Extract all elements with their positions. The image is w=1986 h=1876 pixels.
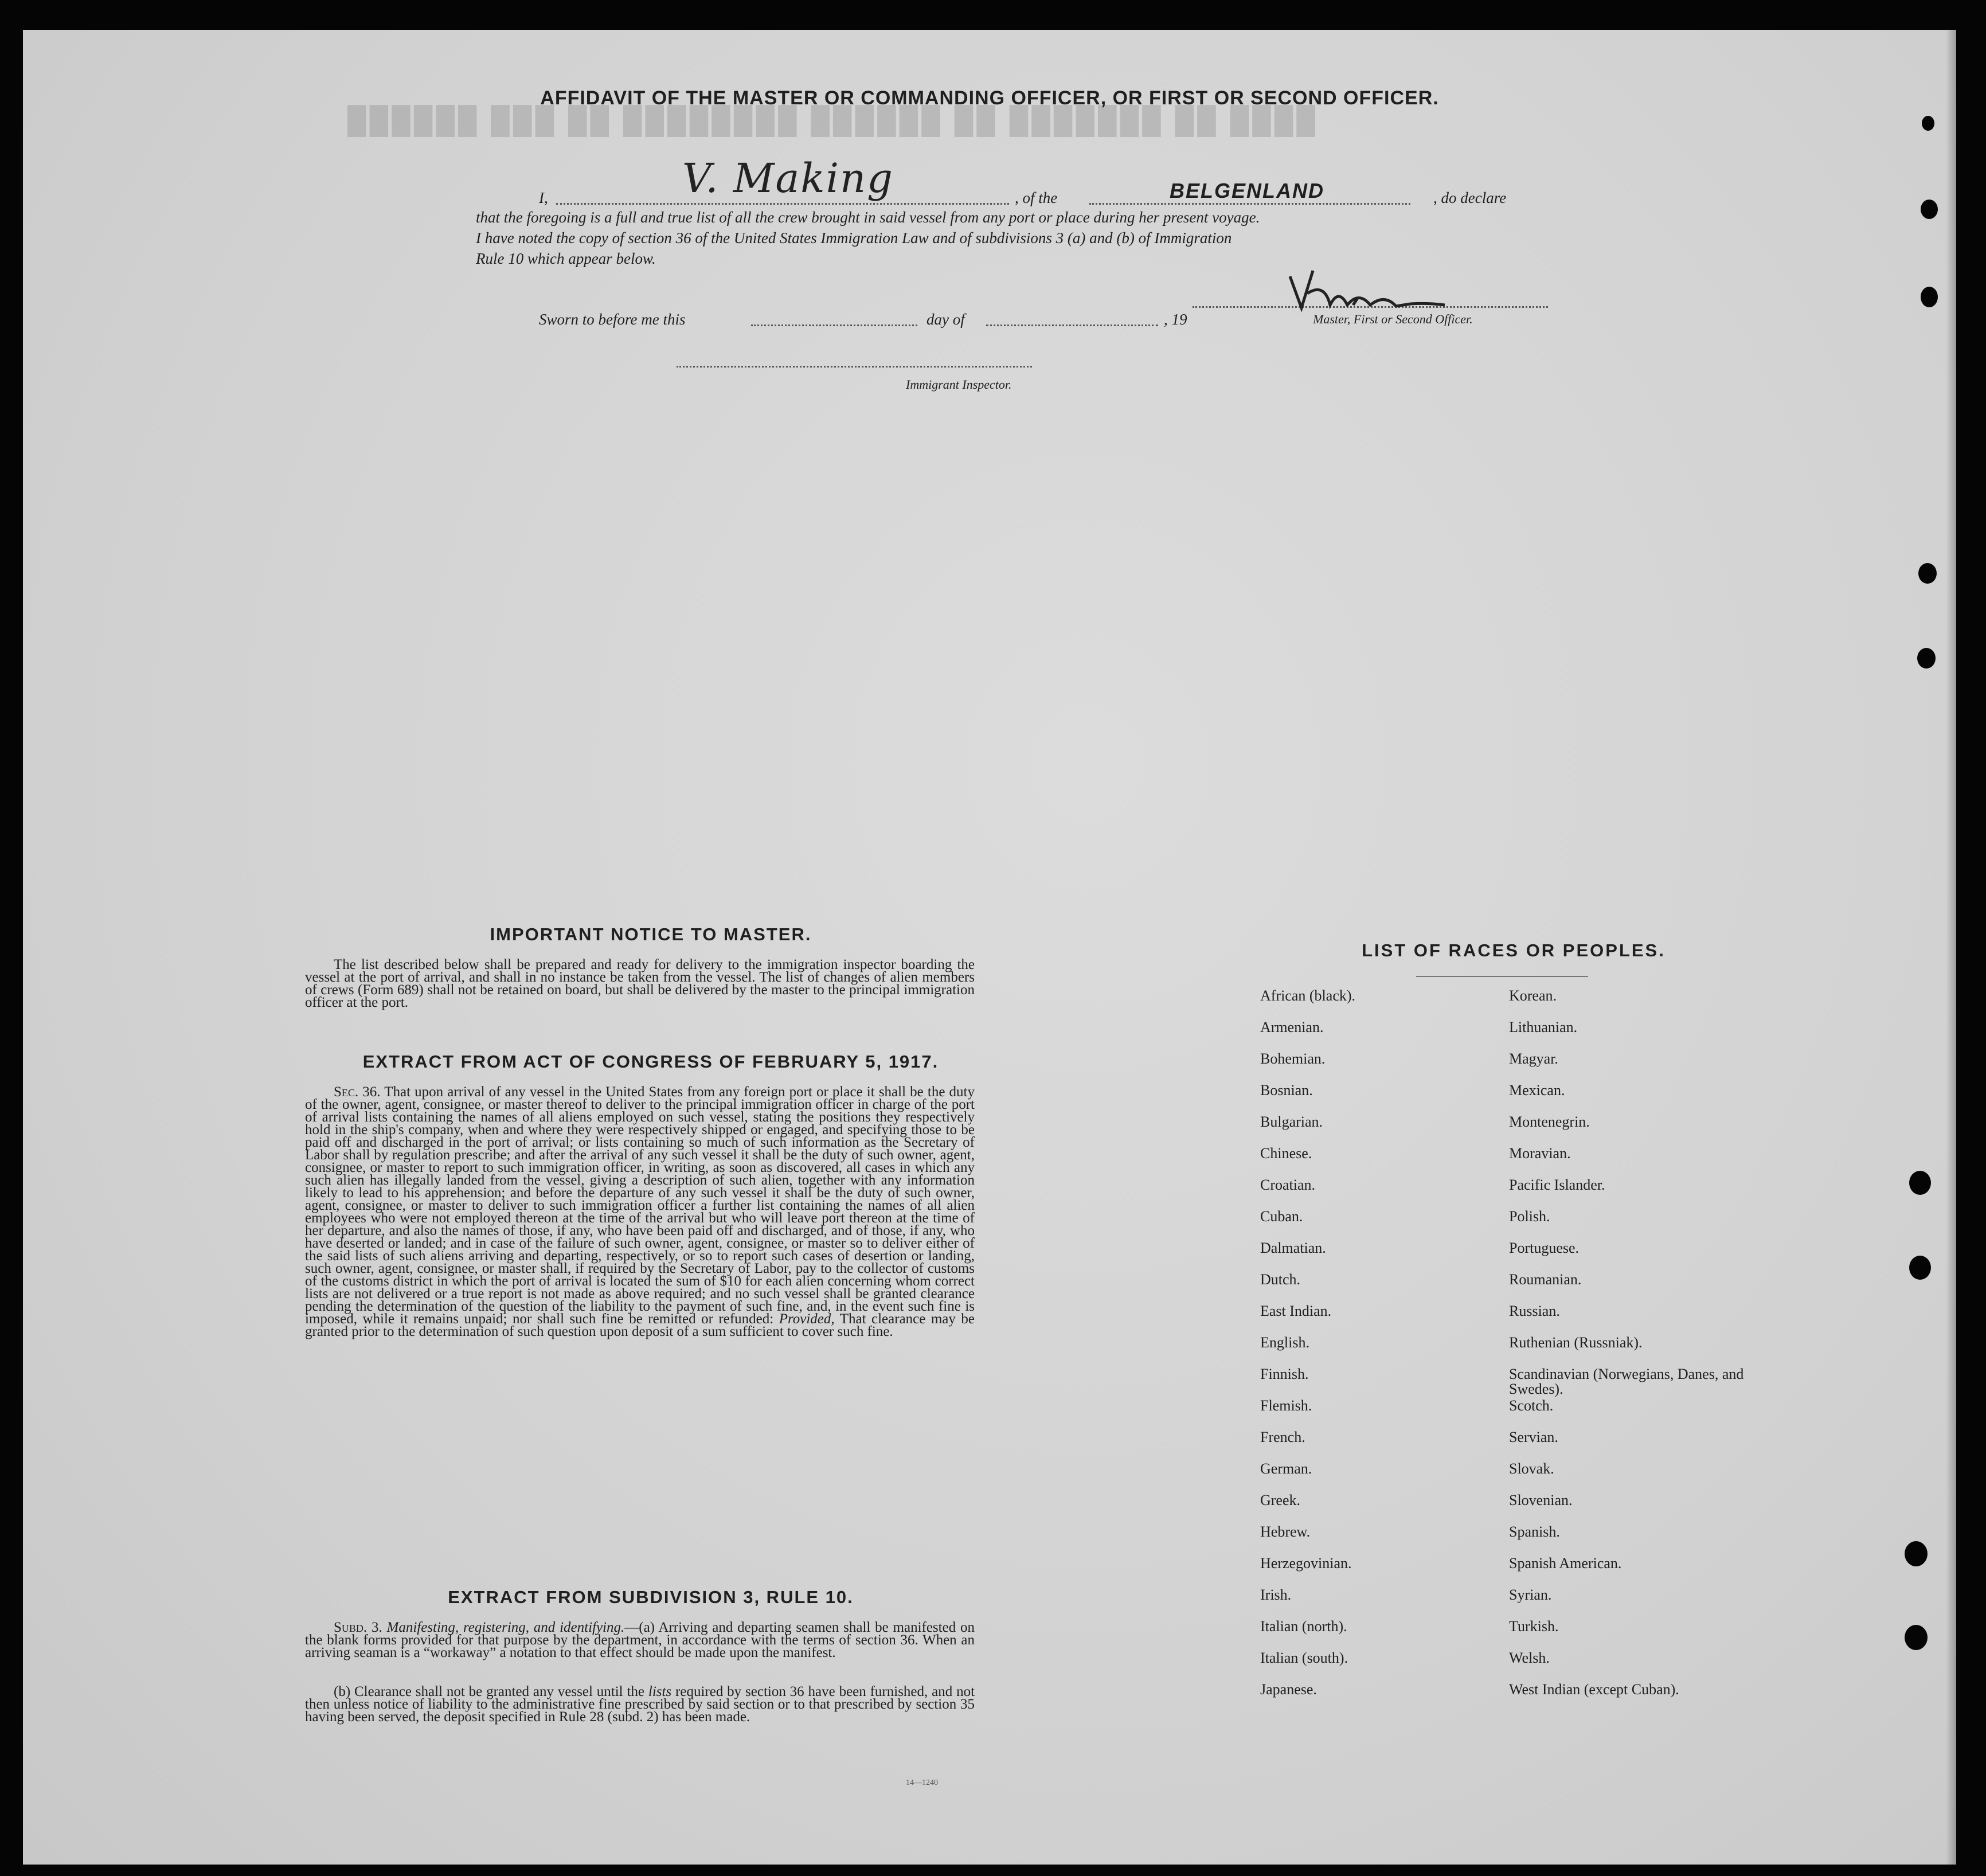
race-item: Herzegovinian. — [1260, 1555, 1352, 1572]
lists-word: lists — [648, 1684, 672, 1699]
of-the-label: , of the — [1015, 189, 1058, 206]
binder-hole — [1921, 200, 1938, 219]
race-item: Spanish American. — [1509, 1555, 1622, 1572]
race-item: Scandinavian (Norwegians, Danes, and Swedes). — [1509, 1366, 1744, 1397]
race-item: Roumanian. — [1509, 1271, 1582, 1288]
race-item: Flemish. — [1260, 1397, 1312, 1414]
do-declare-label: , do declare — [1433, 189, 1507, 206]
provided-word: Provided, — [779, 1311, 835, 1327]
subd-label: Subd. 3. — [334, 1620, 382, 1635]
sworn-line — [539, 311, 1227, 345]
race-item: Portuguese. — [1509, 1240, 1580, 1256]
race-item: African (black). — [1260, 987, 1356, 1004]
race-item: Pacific Islander. — [1509, 1177, 1605, 1193]
race-item: Dalmatian. — [1260, 1240, 1326, 1256]
officer-signature — [1193, 265, 1571, 334]
races-title: LIST OF RACES OR PEOPLES. — [1362, 940, 1666, 960]
race-item: West Indian (except Cuban). — [1509, 1681, 1679, 1698]
affidavit-title: AFFIDAVIT OF THE MASTER OR COMMANDING OFFICER, OR FIRST OR SECOND OFFICER. — [540, 87, 1439, 109]
race-item: Bohemian. — [1260, 1050, 1326, 1067]
sec-36-body: That upon arrival of any vessel in the United States from any foreign port or place it shall be the duty of the owner, agent, consignee, or master thereof to deliver to the principal immigration officer in charge of the port of arrival lists containing the names of all aliens employed on such vessel, stating the positions they respectively hold in the ship's company, when and where they were respectively shipped or engaged, and specifying those to be paid off and discharged in the port of arrival; or lists containing so much of such information as the Secretary of Labor shall by regulation prescribe; and after the arrival of any such vessel it shall be the duty of such owner, agent, consignee, or master to report to such immigration officer, in writing, as soon as discovered, all cases in which any such alien has illegally landed from the vessel, giving a description of such alien, together with any information likely to lead to his apprehension; and before the departure of any such vessel it shall be the duty of such owner, agent, consignee, or master to deliver to such immigration officer a further list containing the names of all alien employees who were not employed thereon at the time of the arrival but who will leave port thereon at the time of her departure, and also the names of those, if any, who have been paid off and discharged, and of those, if any, who have deserted or landed; and in case of the failure of such owner, agent, consignee, or master so to deliver either of the said lists of such aliens arriving and departing, respectively, or so to report such cases of desertion or landing, such owner, agent, consignee, or master shall, if required by the Secretary of Labor, pay to the collector of customs of the customs district in which the port of arrival is located the sum of $10 for each alien concerning whom correct lists are not delivered or a true report is not made as above required; and no such vessel shall be granted clearance pending the determination of the question of the liability to the payment of such fine, and, in the event such fine is imposed, while it remains unpaid; nor shall such fine be remitted or refunded: — [305, 1084, 975, 1327]
notice-title: IMPORTANT NOTICE TO MASTER. — [490, 924, 812, 944]
binder-hole — [1909, 1171, 1931, 1195]
vessel-name: BELGENLAND — [1170, 179, 1324, 202]
race-item: Italian (north). — [1260, 1618, 1347, 1635]
notice-text — [305, 959, 975, 1009]
race-item: Hebrew. — [1260, 1523, 1311, 1540]
notice-body: The list described below shall be prepared and ready for delivery to the immigration inspector boarding the vessel at the port of arrival, and shall in no instance be taken from the vessel. The list of changes of alien members of crews (Form 689) shall not be retained on board, but shall be delivered by the master to the principal immigration officer at the port. — [305, 957, 975, 1010]
binder-hole — [1922, 116, 1934, 131]
race-item: Syrian. — [1509, 1586, 1552, 1603]
race-item: Finnish. — [1260, 1366, 1309, 1382]
race-item: Ruthenian (Russniak). — [1509, 1334, 1643, 1351]
race-item: Slovak. — [1509, 1460, 1554, 1477]
race-item: Lithuanian. — [1509, 1019, 1578, 1035]
declaration-line-3: I have noted the copy of section 36 of the United States Immigration Law and of subdivisions 3 (a) and (b) of Immigration — [476, 229, 1232, 247]
race-item: Mexican. — [1509, 1082, 1565, 1099]
sec-36-body-end: That clearance may be granted prior to the determination of such question upon deposit of a sum sufficient to cover such fine. — [305, 1311, 975, 1339]
race-item: Bosnian. — [1260, 1082, 1313, 1099]
race-item: Welsh. — [1509, 1650, 1550, 1666]
race-item: Chinese. — [1260, 1145, 1312, 1162]
race-item: Polish. — [1509, 1208, 1550, 1225]
races-title-rule — [1416, 976, 1588, 977]
race-item: Korean. — [1509, 987, 1557, 1004]
sec-label: Sec. 36. — [334, 1084, 381, 1100]
subd-heading: Manifesting, registering, and identifying. — [386, 1620, 625, 1635]
master-name-handwritten: V. Making — [682, 155, 894, 202]
sworn-day-dotted-line — [751, 325, 917, 326]
rule-extract-text-a — [305, 1621, 975, 1659]
race-item: Irish. — [1260, 1586, 1292, 1603]
rule-extract-title: EXTRACT FROM SUBDIVISION 3, RULE 10. — [448, 1587, 854, 1607]
race-item: Croatian. — [1260, 1177, 1316, 1193]
form-number: 14—1240 — [906, 1779, 938, 1787]
subd-text-b-start: (b) Clearance shall not be granted any vessel until the — [334, 1684, 645, 1699]
race-item: Russian. — [1509, 1303, 1560, 1319]
signature-scribble — [1284, 265, 1491, 316]
race-item: Japanese. — [1260, 1681, 1317, 1698]
sworn-label: Sworn to before me this — [539, 311, 686, 328]
inspector-dotted-line — [677, 366, 1032, 368]
name-dotted-line — [556, 203, 1009, 205]
race-item: Spanish. — [1509, 1523, 1560, 1540]
race-item: Bulgarian. — [1260, 1113, 1323, 1130]
race-item: Scotch. — [1509, 1397, 1554, 1414]
race-item: Turkish. — [1509, 1618, 1559, 1635]
year-label: , 19 — [1164, 311, 1187, 328]
day-of-label: day of — [926, 311, 965, 328]
binder-hole — [1918, 563, 1937, 584]
race-item: Montenegrin. — [1509, 1113, 1590, 1130]
race-item: German. — [1260, 1460, 1312, 1477]
race-item: Slovenian. — [1509, 1492, 1573, 1508]
binder-hole — [1905, 1625, 1928, 1650]
act-extract-text — [305, 1086, 975, 1338]
rule-extract-text-b — [305, 1686, 975, 1723]
page-edge-shadow — [1946, 30, 1956, 1865]
subd-text-a: —(a) Arriving and departing seamen shall be manifested on the blank forms provided for that purpose by the department, in accordance with the terms of section 36. When an arriving seaman is a “workaway” a notation to that effect should be made upon the manifest. — [305, 1620, 975, 1660]
binder-hole — [1921, 287, 1938, 307]
binder-hole — [1917, 648, 1936, 669]
binder-hole — [1905, 1541, 1928, 1566]
race-item: Moravian. — [1509, 1145, 1571, 1162]
race-item: English. — [1260, 1334, 1309, 1351]
race-item: French. — [1260, 1429, 1305, 1445]
race-item: East Indian. — [1260, 1303, 1332, 1319]
sworn-month-dotted-line — [986, 325, 1158, 326]
i-label: I, — [539, 189, 548, 206]
races-right-column — [1509, 988, 1761, 1714]
race-item: Magyar. — [1509, 1050, 1558, 1067]
declaration-line-4: Rule 10 which appear below. — [476, 250, 656, 267]
declaration-line-2: that the foregoing is a full and true list of all the crew brought in said vessel from any port or place during her present voyage. — [476, 209, 1260, 226]
inspector-caption: Immigrant Inspector. — [906, 377, 1012, 392]
race-item: Servian. — [1509, 1429, 1558, 1445]
races-left-column — [1260, 988, 1501, 1714]
declaration-line-1 — [539, 155, 1582, 213]
subd-text-b-end: required by section 36 have been furnished, and not then unless notice of liability to the administrative fine prescribed by said section or to that prescribed by section 35 having been served, the deposit specified in Rule 28 (subd. 2) has been made. — [305, 1684, 975, 1725]
binder-hole — [1909, 1256, 1931, 1280]
race-item: Armenian. — [1260, 1019, 1324, 1035]
act-extract-title: EXTRACT FROM ACT OF CONGRESS OF FEBRUARY 5, 1917. — [362, 1052, 939, 1072]
race-item: Dutch. — [1260, 1271, 1301, 1288]
race-item: Greek. — [1260, 1492, 1301, 1508]
race-item: Italian (south). — [1260, 1650, 1348, 1666]
document-page — [23, 30, 1956, 1865]
race-item: Cuban. — [1260, 1208, 1303, 1225]
signature-caption: Master, First or Second Officer. — [1313, 312, 1473, 326]
vessel-dotted-line — [1089, 203, 1410, 205]
bleed-through: ████ ██ ███████ ██ ██████ ████████ ██ ███ ██████ — [344, 105, 1315, 135]
